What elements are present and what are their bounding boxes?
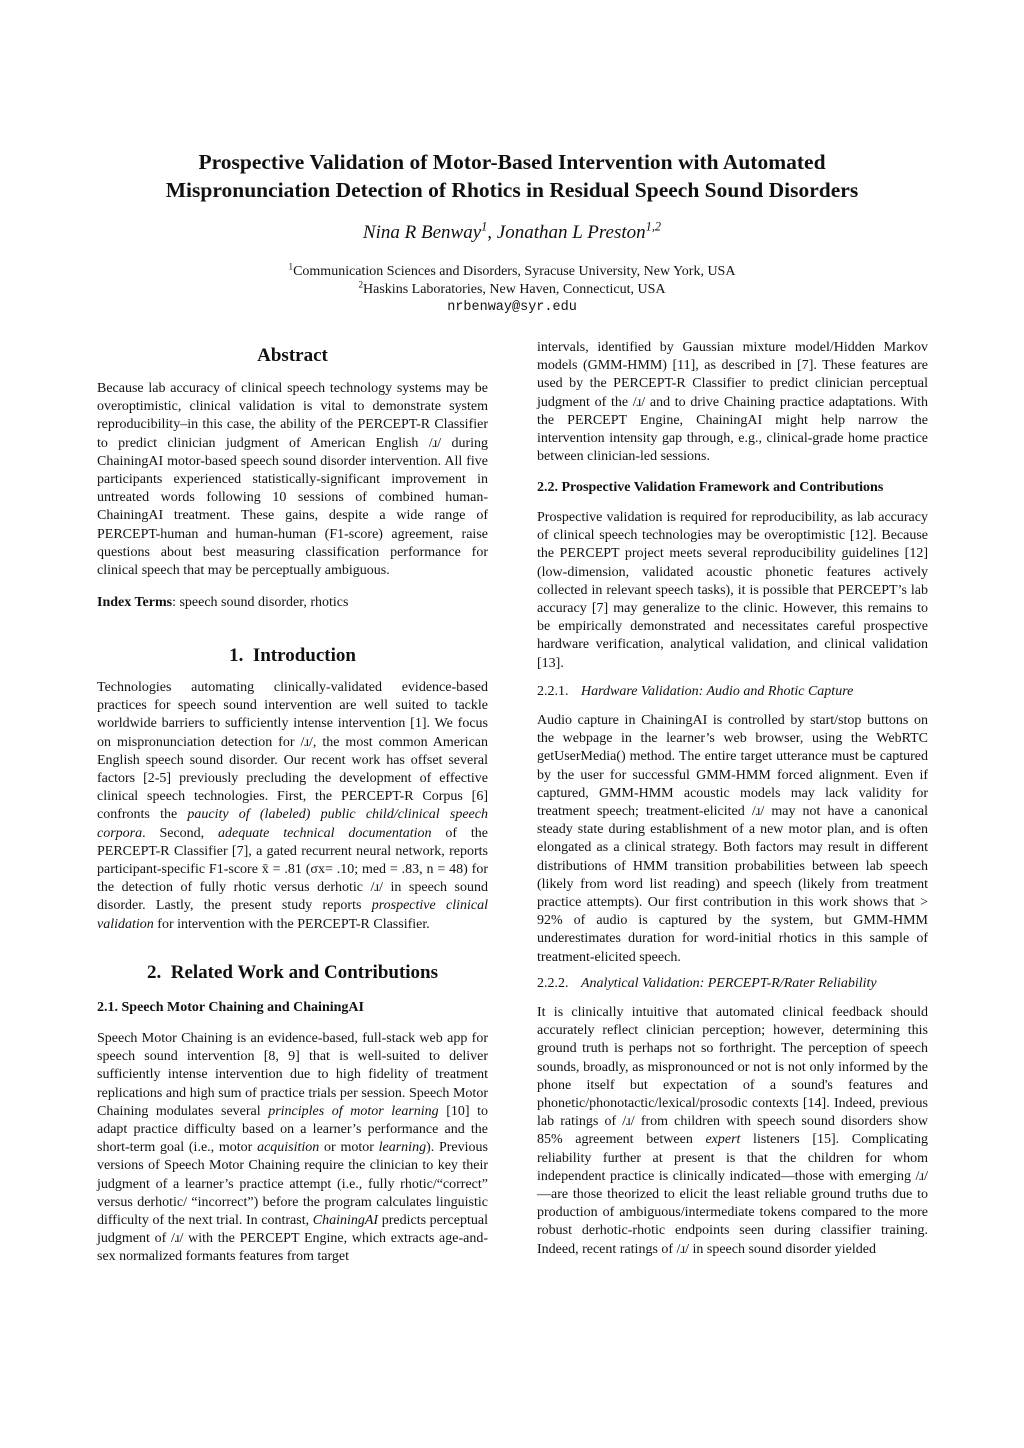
sec21-italic-2: acquisition <box>257 1140 320 1156</box>
sec21-text-2: [10] to adapt practice difficulty based on a learner’s performance and the short-term goal (i.e., motor <box>97 1103 488 1156</box>
continuation-paragraph: intervals, identified by Gaussian mixture model/Hidden Markov models (GMM-HMM) [11], as described in [7]. These features are used by the PERCEPT-R Classifier to predict clinician perceptual judgment of the /ɹ/ and to drive Chaining practice adaptations. With the PERCEPT Engine, ChainingAI might help narrow the intervention intensity gap through, e.g., clinical-grade home practice between clinician-led sessions. <box>537 340 928 465</box>
sec1-text-4: for intervention with the PERCEPT-R Classifier. <box>153 916 430 932</box>
section-2-2-heading: 2.2. Prospective Validation Framework and Contributions <box>537 480 884 495</box>
affiliation-1 <box>60 263 964 281</box>
sec1-italic-2: adequate technical documentation <box>218 825 432 841</box>
section-2-2-2-number: 2.2.2. <box>537 976 569 991</box>
right-column-continuation <box>537 339 928 466</box>
section-2-2-2-paragraph <box>537 1004 928 1259</box>
section-2-1-paragraph <box>97 1030 488 1267</box>
sec222-italic-1: expert <box>705 1132 741 1148</box>
title-line-2: Mispronunciation Detection of Rhotics in Residual Speech Sound Disorders <box>165 178 859 202</box>
author-2-affil: 1,2 <box>645 219 662 234</box>
section-2-2-1-heading <box>537 684 853 700</box>
section-2-1-body <box>97 1030 488 1267</box>
sec1-text-3: of the PERCEPT-R Classifier [7], a gated recurrent neural network, reports participant-specific F1-score x̄ = .81 (σx= .10; med = .83, n = 48) for the detection of fully rhotic versus derhotic /ɹ/ in speech sound disorder. Lastly, the present study reports <box>97 825 489 914</box>
index-terms <box>97 594 488 612</box>
paper-title <box>60 148 964 204</box>
affiliation-1-text: Communication Sciences and Disorders, Syracuse University, New York, USA <box>293 264 736 279</box>
sec222-text-1: It is clinically intuitive that automated clinical feedback should accurately reflect clinician perception; however, determining this ground truth is perhaps not so forthright. The perception of speech sounds, broadly, as mispronounced or not is not only informed by the phone itself but expectation of a sound's features and phonetic/phonotactic/lexical/prosodic contexts [14]. Indeed, previous lab ratings of /ɹ/ from children with speech sound disorders show 85% agreement between <box>537 1005 928 1148</box>
affiliation-2-mark: 2 <box>358 279 364 290</box>
section-2-2-1-body <box>537 712 928 967</box>
index-terms-label: Index Terms <box>97 595 173 611</box>
section-2-2-body <box>537 509 928 673</box>
affiliation-1-mark: 1 <box>288 261 294 272</box>
sec21-text-3: or motor <box>319 1140 379 1156</box>
affiliations <box>60 263 964 317</box>
section-2-2-2-body <box>537 1004 928 1259</box>
sec21-text-5: predicts perceptual judgment of /ɹ/ with the PERCEPT Engine, which extracts age-and-sex normalized formants features from target <box>97 1213 488 1265</box>
sec21-italic-3: learning <box>378 1140 427 1156</box>
sec1-text-1: Technologies automating clinically-validated evidence-based practices for speech sound intervention are well suited to tackle worldwide barriers to sufficiently intense intervention [1]. We focus on mispronunciation detection for /ɹ/, the most common American English speech sound disorder. Our recent work has offset several factors [2-5] previously precluding the development of effective clinical speech technologies. First, the PERCEPT-R Corpus [6] confronts the <box>97 680 488 823</box>
affiliation-2 <box>60 281 964 299</box>
section-2-2-2-title: Analytical Validation: PERCEPT-R/Rater Reliability <box>581 976 877 991</box>
section-1-number: 1. <box>229 645 244 666</box>
author-1-affil: 1 <box>481 219 488 234</box>
abstract-text: Because lab accuracy of clinical speech technology systems may be overoptimistic, clinical validation is vital to demonstrate system reproducibility–in this case, the ability of the PERCEPT-R Classifier to predict clinician judgment of American English /ɹ/ during ChainingAI motor-based speech sound disorder intervention. All five participants experienced statistically-significant improvement in untreated words following 10 sessions of combined human-ChainingAI treatment. These gains, despite a wide range of PERCEPT-human and human-human (F1-score) agreement, raise questions about best measuring classification performance for clinical speech that may be perceptually ambiguous. <box>97 381 488 579</box>
section-2-1-heading: 2.1. Speech Motor Chaining and ChainingAI <box>97 1000 364 1015</box>
index-terms-text: : speech sound disorder, rhotics <box>172 595 349 611</box>
sec21-italic-1: principles of motor learning <box>268 1103 439 1119</box>
title-line-1: Prospective Validation of Motor-Based Intervention with Automated <box>198 150 826 174</box>
section-2-2-1-paragraph: Audio capture in ChainingAI is controlled by start/stop buttons on the webpage in the learner’s web browser, using the WebRTC getUserMedia() method. The entire target utterance must be captured by the user for successful GMM-HMM forced alignment. Even if captured, GMM-HMM acoustic models may lack validity for treatment speech; treatment-elicited /ɹ/ may not have a canonical steady state during establishment of a new motor plan, and is often elongated as a clinical strategy. Both factors may result in different distributions of HMM transition probabilities between lab speech (likely from word list reading) and speech (likely from treatment practice attempts). Our first contribution in this work shows that > 92% of audio is captured by the system, but GMM-HMM underestimates duration for word-initial rhotics in this sample of treatment-elicited speech. <box>537 713 928 965</box>
section-1-paragraph <box>97 679 488 934</box>
affiliation-2-text: Haskins Laboratories, New Haven, Connecticut, USA <box>363 282 666 297</box>
author-email[interactable]: nrbenway@syr.edu <box>447 300 577 315</box>
section-2-2-1-title: Hardware Validation: Audio and Rhotic Capture <box>581 684 854 699</box>
section-2-2-2-heading <box>537 976 877 992</box>
sec1-italic-1: paucity of (labeled) public child/clinical speech corpora <box>97 807 488 841</box>
sec21-text-4: ). Previous versions of Speech Motor Chaining require the clinician to key their judgment of a learner’s practice attempt (i.e., fully rhotic/“correct” versus derhotic/ “incorrect”) before the program calculates linguistic difficulty of the next trial. In contrast, <box>97 1140 488 1229</box>
author-list <box>60 220 964 246</box>
sec21-italic-4: ChainingAI <box>312 1213 379 1229</box>
author-2: Jonathan L Preston <box>496 222 646 243</box>
sec222-text-2: listeners [15]. Complicating reliability further at present is that the children for whom independent practice is clinically indicated—those with emerging /ɹ/—are those theorized to elicit the least reliable ground truths due to production of ambiguous/intermediate tokens compared to the more robust derhotic-rhotic endpoints seen during classifier training. Indeed, recent ratings of /ɹ/ in speech sound disorder yielded <box>537 1132 928 1257</box>
section-1-title: Introduction <box>252 645 356 666</box>
section-1-heading <box>97 645 488 667</box>
sec1-text-2: . Second, <box>142 825 219 841</box>
abstract-body <box>97 380 488 612</box>
author-1: Nina R Benway <box>362 222 482 243</box>
section-2-title: Related Work and Contributions <box>170 962 439 983</box>
section-2-2-paragraph: Prospective validation is required for reproducibility, as lab accuracy of clinical speech technologies may be overoptimistic [12]. Because the PERCEPT project meets several reproducibility guidelines [12] (low-dimension, validated acoustic phonetic features actively collected in relevant speech tasks), it is possible that PERCEPT’s lab accuracy [7] may generalize to the clinic. However, this remains to be empirically demonstrated and necessitates careful prospective hardware verification, analytical validation, and clinical validation [13]. <box>537 510 928 671</box>
sec1-italic-3: prospective clinical validation <box>97 898 488 932</box>
section-2-number: 2. <box>146 962 162 983</box>
author-separator: , <box>487 222 497 243</box>
abstract-heading: Abstract <box>257 345 328 366</box>
section-2-heading <box>97 962 488 984</box>
sec21-text-1: Speech Motor Chaining is an evidence-based, full-stack web app for speech sound intervention [8, 9] that is well-suited to deliver sufficiently intense intervention due to high fidelity of treatment replications and high sum of practice trials per session. Speech Motor Chaining modulates several <box>97 1031 488 1119</box>
section-1-body <box>97 679 488 934</box>
section-2-2-1-number: 2.2.1. <box>537 684 569 699</box>
